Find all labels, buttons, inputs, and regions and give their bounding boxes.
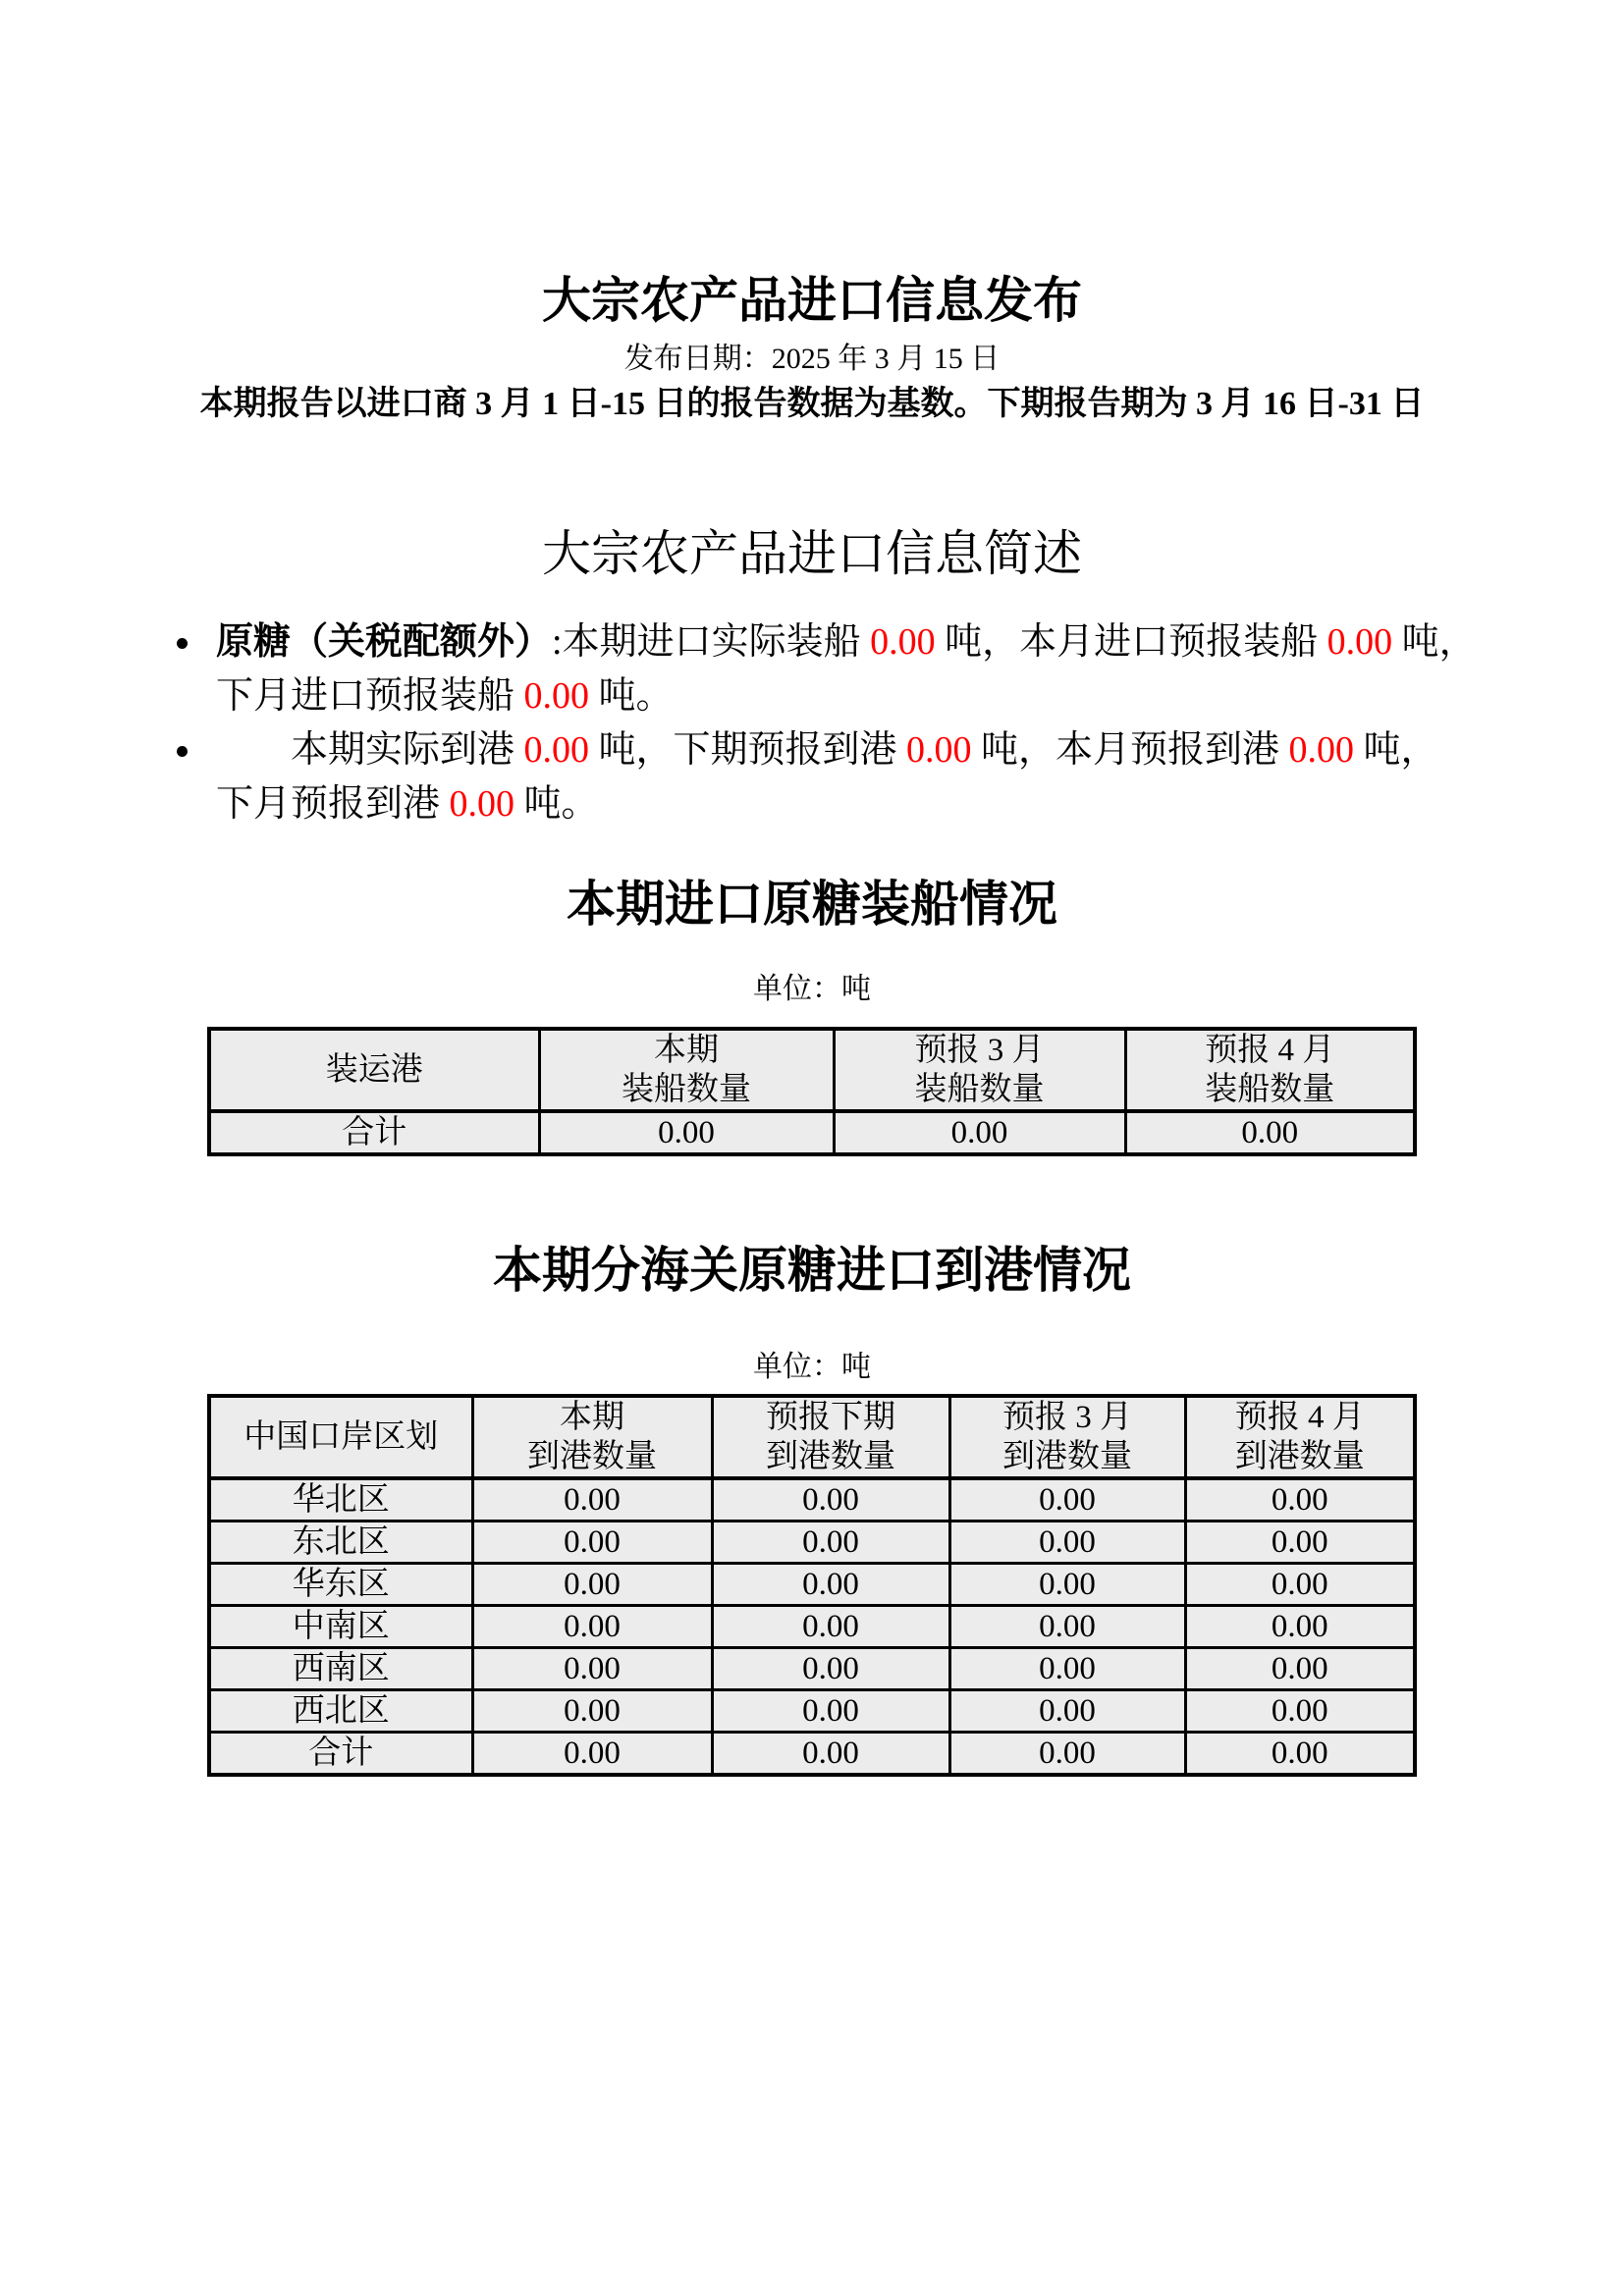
summary-bullet-list [0,615,1624,831]
column-header-cell [209,1396,472,1478]
table-body [209,1111,1415,1154]
table-row [209,1690,1415,1733]
value-cell: 0.00 [472,1733,712,1776]
row-label-cell: 中南区 [209,1606,472,1648]
column-header-line: 本期 [654,1032,719,1068]
value-cell: 0.00 [949,1564,1185,1606]
arrival-unit-label: 单位：吨 [753,1350,871,1383]
highlighted-value: 0.00 [449,783,515,826]
table-row [209,1648,1415,1690]
text-segment: 本期实际到港 [216,729,524,772]
value-cell: 0.00 [949,1522,1185,1564]
value-cell: 0.00 [712,1690,949,1733]
arrival-table [207,1394,1417,1777]
document-title: 大宗农产品进口信息发布 [542,273,1082,328]
value-cell: 0.00 [1185,1564,1415,1606]
text-segment: 吨。 [589,675,674,718]
value-cell: 0.00 [949,1733,1185,1776]
highlighted-value: 0.00 [906,729,972,772]
column-header-line: 装运港 [325,1051,423,1088]
summary-heading: 大宗农产品进口信息简述 [542,526,1082,582]
bullet-raw-sugar-shipment [216,615,1487,723]
table-row [209,1564,1415,1606]
value-cell: 0.00 [472,1690,712,1733]
value-cell: 0.00 [949,1648,1185,1690]
value-cell: 0.00 [472,1564,712,1606]
column-header-line: 到港数量 [766,1439,895,1475]
column-header-line: 预报下期 [766,1400,895,1436]
column-header-line: 预报 4 月 [1234,1400,1365,1436]
column-header-line: 装船数量 [622,1071,751,1107]
value-cell: 0.00 [712,1522,949,1564]
publish-date: 发布日期：2025 年 3 月 15 日 [623,343,1001,375]
table-header-row [209,1396,1415,1478]
column-header-line: 本期 [560,1400,624,1436]
value-cell: 0.00 [949,1606,1185,1648]
value-cell: 0.00 [1185,1478,1415,1522]
row-label-cell: 西北区 [209,1690,472,1733]
column-header-line: 装船数量 [914,1071,1045,1107]
table-row [209,1522,1415,1564]
value-cell: 0.00 [1125,1111,1415,1154]
highlighted-value: 0.00 [1326,621,1393,664]
table-row [209,1606,1415,1648]
value-cell: 0.00 [712,1564,949,1606]
text-segment: 吨，本月进口预报装船 [935,621,1327,664]
column-header-line: 预报 3 月 [914,1032,1045,1068]
row-label-cell: 西南区 [209,1648,472,1690]
text-segment: 下月进口预报装船 [216,675,524,718]
column-header-cell [209,1029,539,1111]
value-cell: 0.00 [712,1606,949,1648]
value-cell: 0.00 [472,1606,712,1648]
column-header-cell [539,1029,834,1111]
value-cell: 0.00 [472,1522,712,1564]
text-segment: 吨， [1392,621,1477,664]
value-cell: 0.00 [1185,1648,1415,1690]
text-segment: 吨。 [514,783,599,826]
table-row [209,1111,1415,1154]
value-cell: 0.00 [712,1478,949,1522]
shipment-table [207,1027,1417,1156]
text-segment: 吨，本月预报到港 [971,729,1289,772]
highlighted-value: 0.00 [870,621,936,664]
row-label-cell: 东北区 [209,1522,472,1564]
column-header-line: 预报 3 月 [1002,1400,1132,1436]
highlighted-value: 0.00 [1288,729,1355,772]
value-cell: 0.00 [472,1478,712,1522]
column-header-cell [712,1396,949,1478]
value-cell: 0.00 [712,1733,949,1776]
bullet-line [216,615,1487,669]
bullet-line [216,669,1487,723]
value-cell: 0.00 [1185,1522,1415,1564]
value-cell: 0.00 [472,1648,712,1690]
value-cell: 0.00 [712,1648,949,1690]
value-cell: 0.00 [834,1111,1125,1154]
highlighted-value: 0.00 [523,729,590,772]
row-label-cell: 合计 [209,1733,472,1776]
table-row [209,1478,1415,1522]
value-cell: 0.00 [1185,1690,1415,1733]
column-header-line: 到港数量 [1002,1439,1132,1475]
text-segment: 吨， [1354,729,1438,772]
column-header-line: 中国口岸区划 [244,1419,439,1456]
column-header-line: 预报 4 月 [1205,1032,1335,1068]
table-header-row [209,1029,1415,1111]
report-period-notice: 本期报告以进口商 3 月 1 日-15 日的报告数据为基数。下期报告期为 3 月 16 日-31 日 [199,386,1425,422]
column-header-cell [1125,1029,1415,1111]
value-cell: 0.00 [1185,1733,1415,1776]
value-cell: 0.00 [949,1690,1185,1733]
shipment-unit-label: 单位：吨 [753,973,871,1006]
highlighted-value: 0.00 [523,675,590,718]
bullet-line [216,777,1487,831]
row-label-cell: 华东区 [209,1564,472,1606]
text-segment: 原糖（关税配额外） [216,621,553,664]
value-cell: 0.00 [539,1111,834,1154]
column-header-line: 装船数量 [1205,1071,1335,1107]
value-cell: 0.00 [1185,1606,1415,1648]
text-segment: :本期进口实际装船 [552,621,871,664]
value-cell: 0.00 [949,1478,1185,1522]
table-row [209,1733,1415,1776]
shipment-section-heading: 本期进口原糖装船情况 [567,877,1057,933]
text-segment: 下月预报到港 [216,783,450,826]
text-segment: 吨，下期预报到港 [589,729,907,772]
arrival-section-heading: 本期分海关原糖进口到港情况 [493,1242,1131,1298]
row-label-cell: 华北区 [209,1478,472,1522]
table-body [209,1478,1415,1775]
column-header-cell [1185,1396,1415,1478]
column-header-cell [834,1029,1125,1111]
bullet-line [216,723,1487,777]
row-label-cell: 合计 [209,1111,539,1154]
column-header-cell [472,1396,712,1478]
column-header-cell [949,1396,1185,1478]
bullet-raw-sugar-arrival [216,723,1487,831]
column-header-line: 到港数量 [527,1439,657,1475]
column-header-line: 到港数量 [1234,1439,1365,1475]
